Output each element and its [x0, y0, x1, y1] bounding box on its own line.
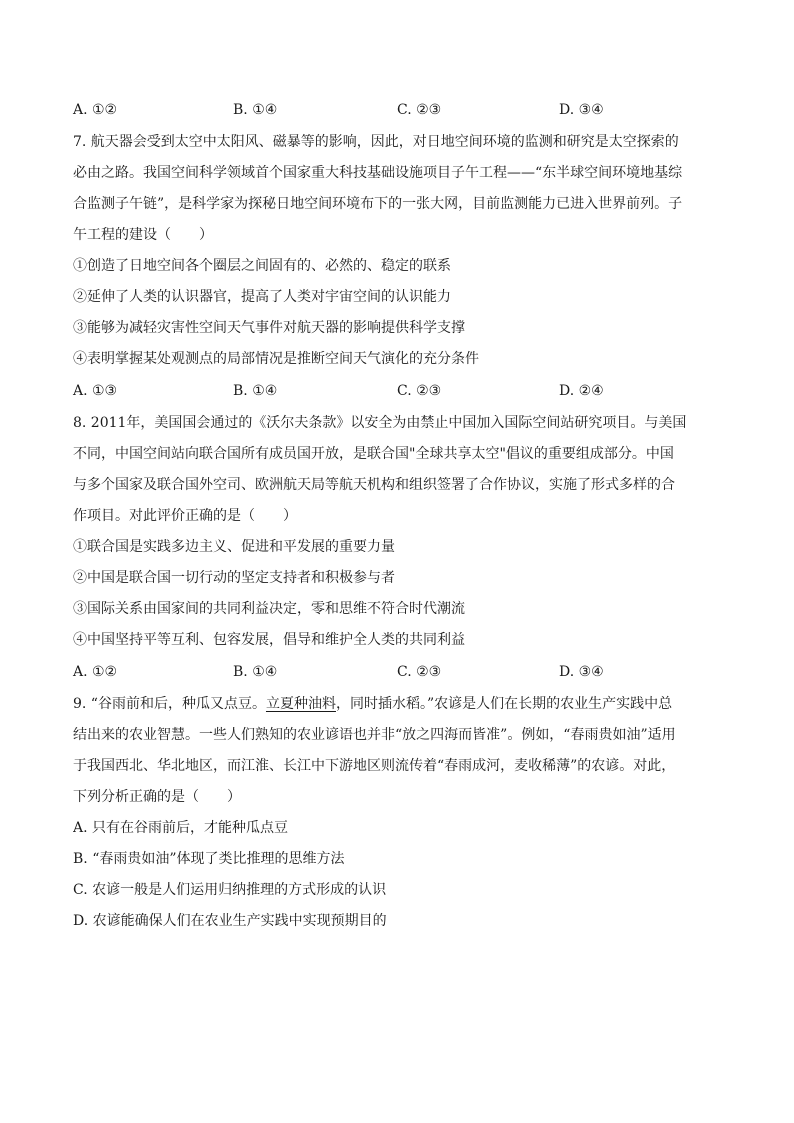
- q8-statement-3: ③国际关系由国家间的共同利益决定，零和思维不符合时代潮流: [73, 601, 465, 617]
- q7-stem-line: 必由之路。我国空间科学领域首个国家重大科技基础设施项目子午工程——“东半球空间环境地基综: [73, 165, 683, 181]
- q8-option-b[interactable]: B. ①④: [233, 664, 278, 680]
- q9-stem-line-1: [73, 694, 723, 714]
- q7-option-c[interactable]: C. ②③: [397, 383, 442, 399]
- q8-options: [73, 662, 723, 682]
- q9-option-d[interactable]: D. 农谚能确保人们在农业生产实践中实现预期目的: [73, 913, 387, 929]
- q7-statement-1: ①创造了日地空间各个圈层之间固有的、必然的、稳定的联系: [73, 258, 451, 274]
- q9-stem-line-3: 于我国西北、华北地区，而江淮、长江中下游地区则流传着“春雨成河，麦收稀薄”的农谚。对此，: [73, 758, 676, 774]
- q9-stem-line-4: 下列分析正确的是（ ）: [73, 789, 241, 805]
- q9-stem-part: ，同时插水稻。”农谚是人们在长期的农业生产实践中总: [335, 696, 673, 712]
- q7-statement-3: ③能够为减轻灾害性空间天气事件对航天器的影响提供科学支撑: [73, 320, 465, 336]
- q6-option-d[interactable]: D. ③④: [559, 102, 604, 118]
- q6-option-c[interactable]: C. ②③: [397, 102, 442, 118]
- q7-statement-2: ②延伸了人类的认识器官，提高了人类对宇宙空间的认识能力: [73, 289, 451, 305]
- q9-stem-line-2: 结出来的农业智慧。一些人们熟知的农业谚语也并非“放之四海而皆准”。例如，“春雨贵如油”适用: [73, 727, 676, 743]
- q8-statement-4: ④中国坚持平等互利、包容发展，倡导和维护全人类的共同利益: [73, 632, 465, 648]
- q6-options: [73, 100, 723, 120]
- q8-stem-line: 与多个国家及联合国外空司、欧洲航天局等航天机构和组织签署了合作协议，实施了形式多样的合: [73, 477, 675, 493]
- q9-option-c[interactable]: C. 农谚一般是人们运用归纳推理的方式形成的认识: [73, 882, 387, 898]
- q8-stem-line: 不同，中国空间站向联合国所有成员国开放，是联合国"全球共享太空"倡议的重要组成部分。中国: [73, 446, 674, 462]
- q8-option-a[interactable]: A. ①②: [73, 664, 118, 680]
- q8-option-d[interactable]: D. ③④: [559, 664, 604, 680]
- q9-stem-part: 9. “谷雨前和后，种瓜又点豆。: [73, 696, 266, 712]
- q7-stem-line: 合监测子午链”，是科学家为探秘日地空间环境布下的一张大网，目前监测能力已进入世界前列。子: [73, 196, 683, 212]
- q8-statement-1: ①联合国是实践多边主义、促进和平发展的重要力量: [73, 539, 395, 555]
- q8-statement-2: ②中国是联合国一切行动的坚定支持者和积极参与者: [73, 570, 395, 586]
- q9-stem-underlined: 立夏种油料: [265, 696, 336, 712]
- q7-option-d[interactable]: D. ②④: [559, 383, 604, 399]
- q8-stem-line: 作项目。对此评价正确的是（ ）: [73, 508, 297, 524]
- q6-option-b[interactable]: B. ①④: [233, 102, 278, 118]
- q8-option-c[interactable]: C. ②③: [397, 664, 442, 680]
- q7-statement-4: ④表明掌握某处观测点的局部情况是推断空间天气演化的充分条件: [73, 351, 479, 367]
- q7-options: [73, 381, 723, 401]
- q7-option-b[interactable]: B. ①④: [233, 383, 278, 399]
- q9-option-b[interactable]: B. “春雨贵如油”体现了类比推理的思维方法: [73, 851, 345, 867]
- q9-option-a[interactable]: A. 只有在谷雨前后，才能种瓜点豆: [73, 820, 289, 836]
- q6-option-a[interactable]: A. ①②: [73, 102, 118, 118]
- q8-stem-line: 8. 2011年，美国国会通过的《沃尔夫条款》以安全为由禁止中国加入国际空间站研究项目。与美国: [73, 415, 687, 431]
- q7-option-a[interactable]: A. ①③: [73, 383, 118, 399]
- q7-stem-line: 午工程的建设（ ）: [73, 227, 213, 243]
- q7-stem-line: 7. 航天器会受到太空中太阳风、磁暴等的影响，因此，对日地空间环境的监测和研究是太空探索的: [73, 134, 679, 150]
